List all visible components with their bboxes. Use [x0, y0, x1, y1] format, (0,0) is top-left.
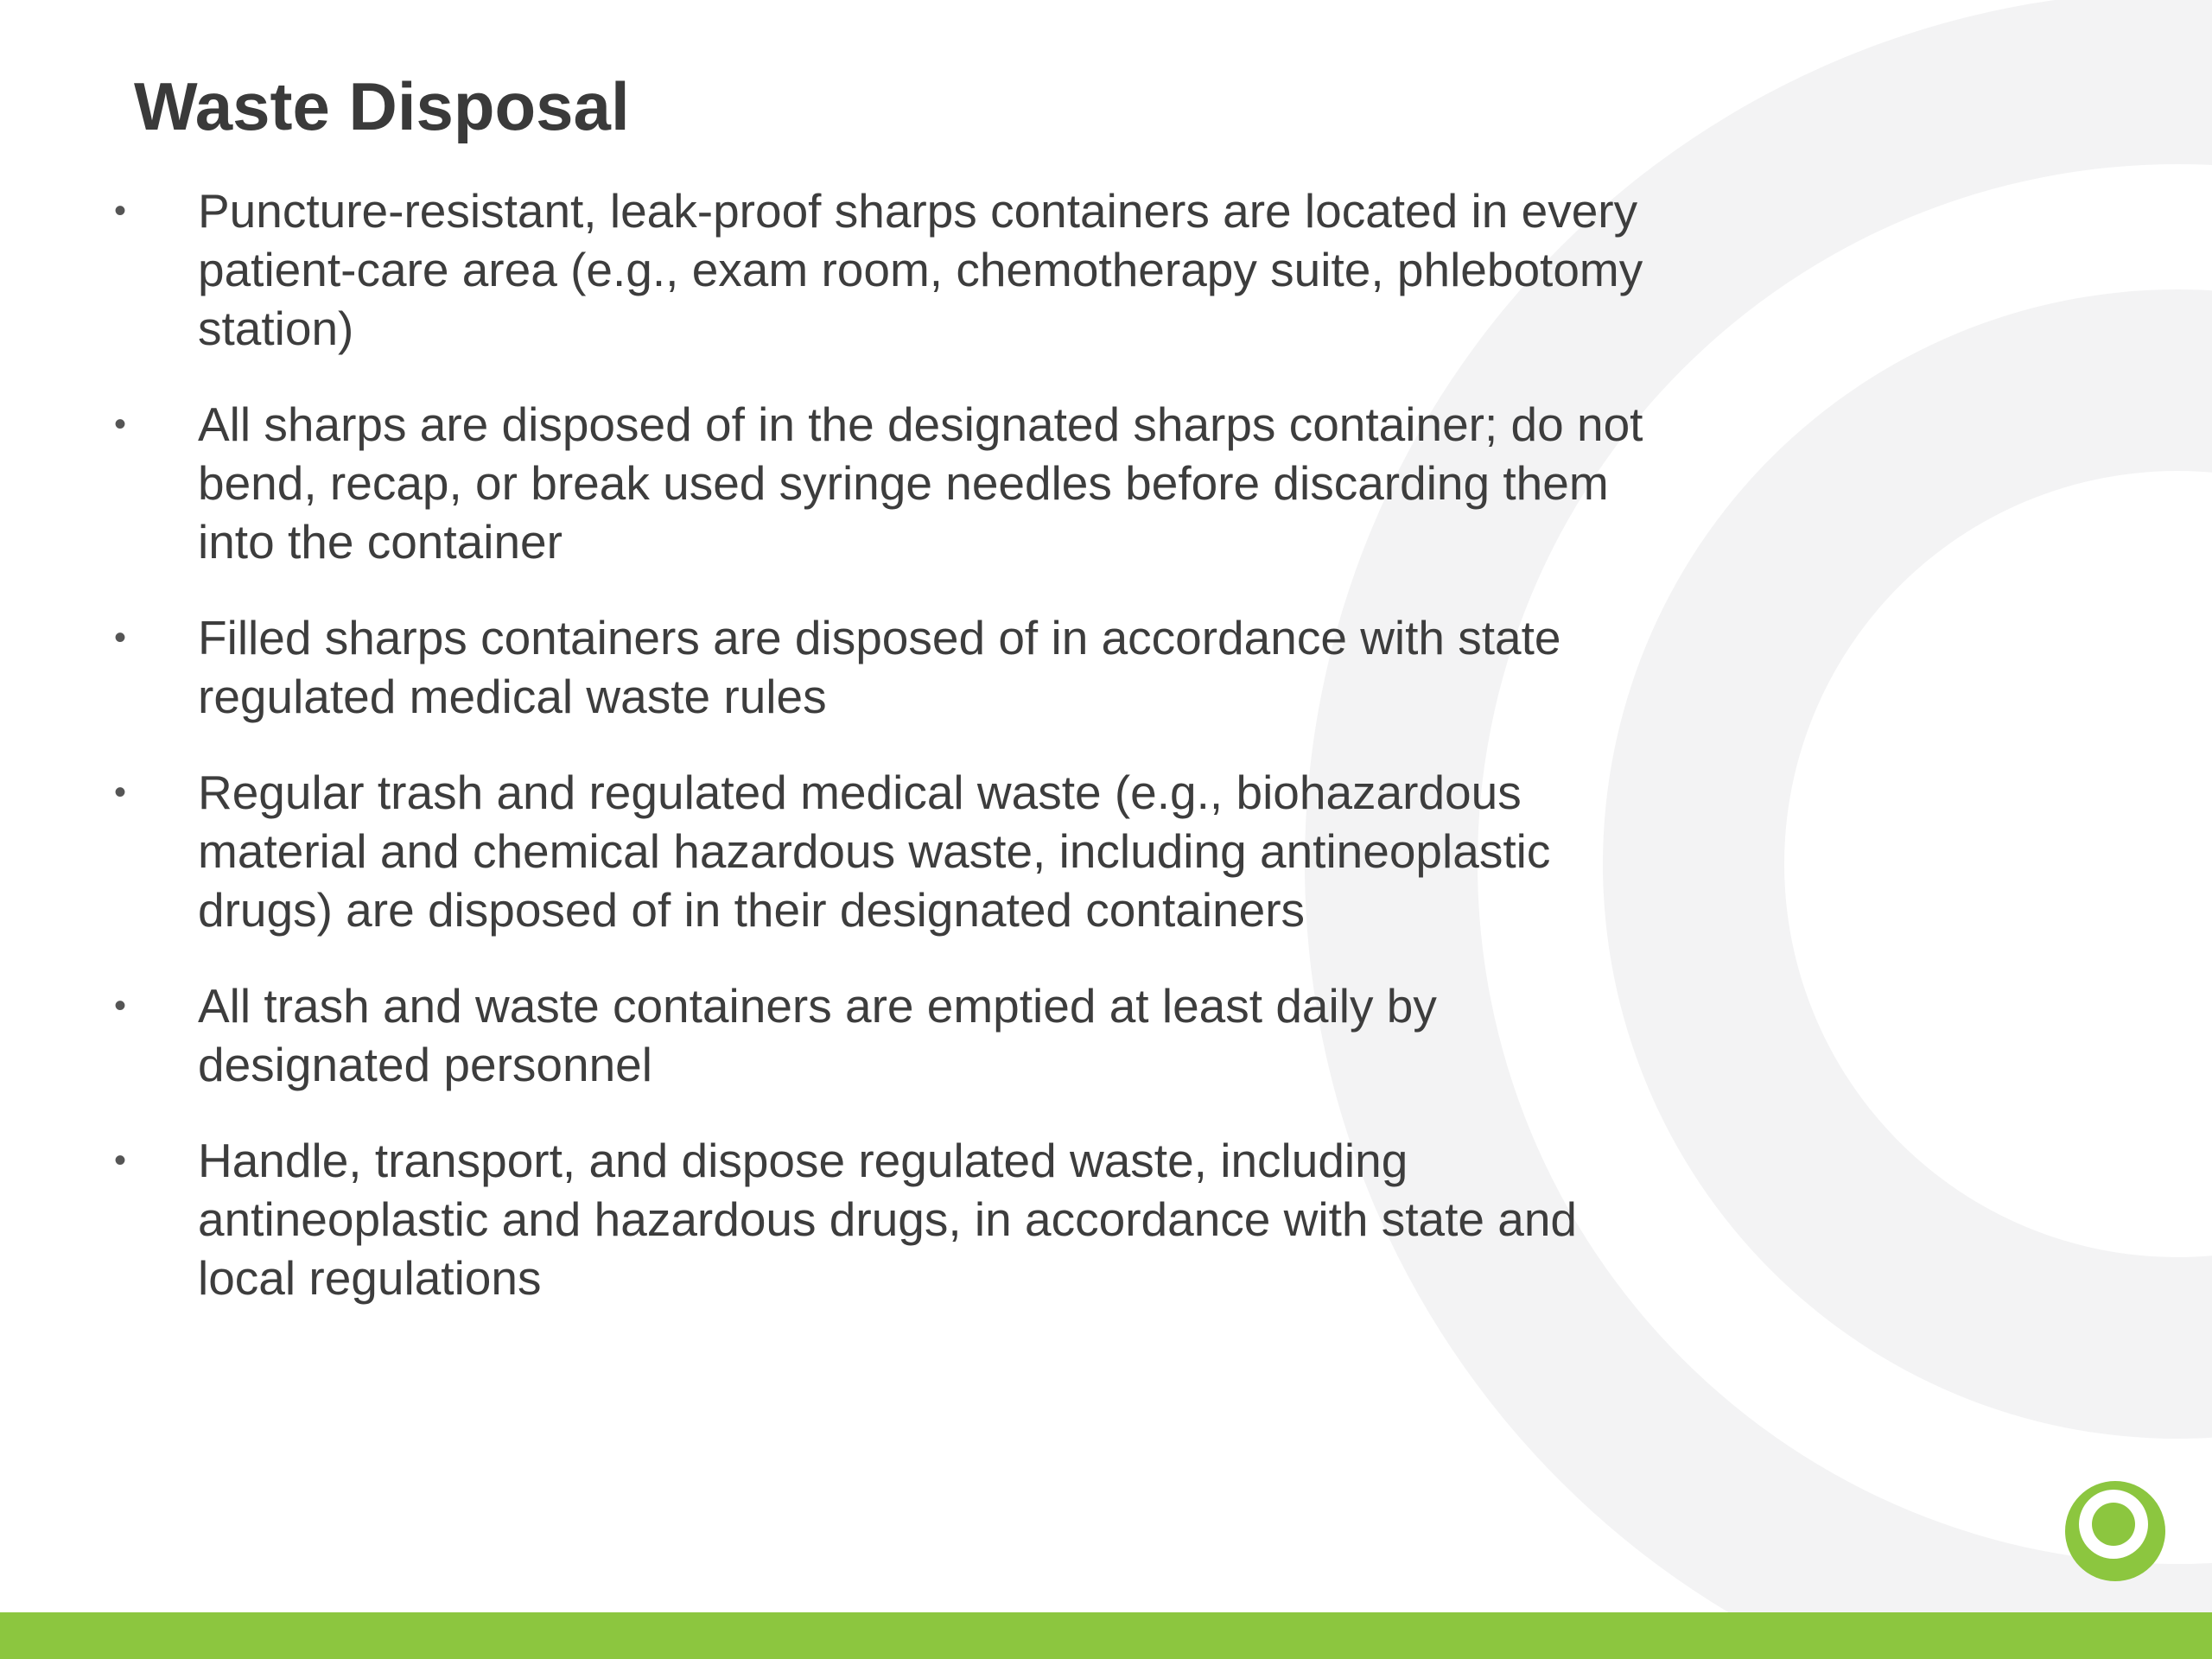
bullet-line: All sharps are disposed of in the designated sharps container; do not	[198, 397, 1643, 451]
bullet-list	[0, 181, 1728, 1344]
bullet-marker: •	[114, 405, 127, 443]
bullet-marker: •	[114, 192, 127, 230]
bullet-line: All trash and waste containers are emptied at least daily by	[198, 979, 1437, 1033]
bullet-marker: •	[114, 619, 127, 657]
footer-accent-bar	[0, 1612, 2212, 1659]
bullet-marker: •	[114, 773, 127, 811]
bullet-line: material and chemical hazardous waste, including antineoplastic	[198, 824, 1551, 878]
bullet-marker: •	[114, 987, 127, 1025]
bullet-item	[0, 395, 1728, 571]
bullet-line: Puncture-resistant, leak-proof sharps containers are located in every	[198, 184, 1638, 238]
bullet-item	[0, 763, 1728, 939]
bullet-line: designated personnel	[198, 1038, 652, 1091]
bullet-line: Regular trash and regulated medical waste (e.g., biohazardous	[198, 766, 1522, 819]
bullet-line: local regulations	[198, 1251, 542, 1305]
bullet-line: antineoplastic and hazardous drugs, in accordance with state and	[198, 1192, 1578, 1246]
bullet-line: patient-care area (e.g., exam room, chemotherapy suite, phlebotomy	[198, 243, 1643, 296]
bullet-item	[0, 1131, 1728, 1307]
bullet-line: Handle, transport, and dispose regulated waste, including	[198, 1134, 1408, 1187]
bullet-line: into the container	[198, 515, 563, 569]
bullet-marker: •	[114, 1141, 127, 1179]
bullet-item	[0, 181, 1728, 358]
bullet-line: Filled sharps containers are disposed of in accordance with state	[198, 611, 1561, 664]
bullet-line: bend, recap, or break used syringe needles before discarding them	[198, 456, 1609, 510]
slide-title: Waste Disposal	[134, 68, 630, 144]
bullet-line: station)	[198, 302, 354, 355]
bullet-line: regulated medical waste rules	[198, 670, 827, 723]
bullet-item	[0, 976, 1728, 1094]
bullet-item	[0, 608, 1728, 726]
circle-ring-logo-icon	[2063, 1479, 2167, 1583]
bullet-line: drugs) are disposed of in their designated containers	[198, 883, 1306, 937]
